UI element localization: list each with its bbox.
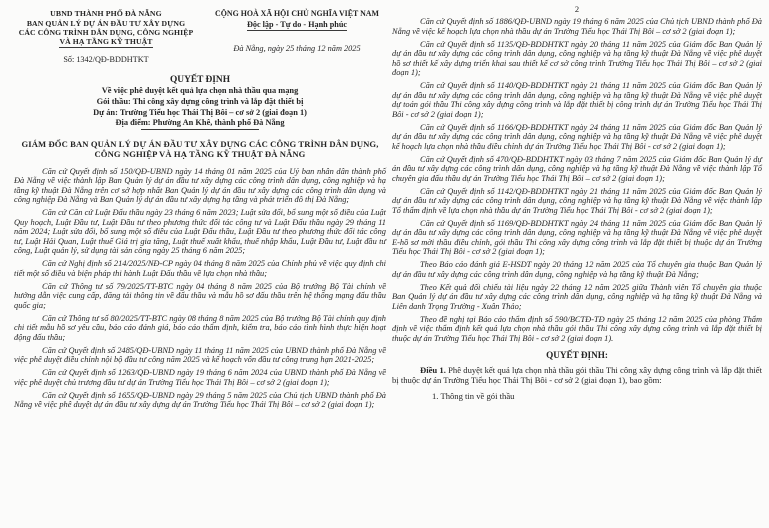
recital-paragraph: Căn cứ Quyết định số 150/QĐ-UBND ngày 14 tháng 01 năm 2025 của Uỷ ban nhân dân thành phố Đà Nẵng về việc thành lập Ban Quản lý dự án đầu tư xây dựng các công trình dân dụng, công nghiệp và hạ tầng kỹ thuật Đà Nẵng trên cơ sở hợp nhất Ban Quản lý dự án đầu tư xây dựng các công trình dân dụng và công nghiệp Đà Nẵng và Ban Quản lý dự án đầu tư xây dựng hạ tầng và phát triển đô thị Đà Nẵng;: [14, 166, 386, 205]
recital-paragraph: Căn cứ Quyết định số 2485/QĐ-UBND ngày 11 tháng 11 năm 2025 của UBND thành phố Đà Nẵng về việc phê duyệt điều chỉnh nội bộ đầu tư công năm 2025 và kế hoạch vốn đầu tư công trung hạn 2021-2025;: [14, 345, 386, 365]
agency-underline: VÀ HẠ TẦNG KỸ THUẬT: [59, 37, 152, 48]
agency-name-line3: [14, 37, 198, 48]
document-title: QUYẾT ĐỊNH: [170, 75, 230, 86]
recital-paragraph: Căn cứ Quyết định số 1886/QĐ-UBND ngày 19 tháng 6 năm 2025 của Chủ tịch UBND thành phố Đà Nẵng về việc kế hoạch lựa chọn nhà thầu dự án Trường Tiểu học Thái Thị Bôi – cơ sở 2 (giai đoạn 1);: [392, 17, 762, 36]
agency-name-line2: CÁC CÔNG TRÌNH DÂN DỤNG, CÔNG NGHIỆP: [18, 27, 194, 37]
authority-heading: GIÁM ĐỐC BAN QUẢN LÝ DỰ ÁN ĐẦU TƯ XÂY DỰNG CÁC CÔNG TRÌNH DÂN DỤNG, CÔNG NGHIỆP VÀ HẠ TẦNG KỸ THUẬT ĐÀ NẴNG: [21, 138, 379, 160]
recitals-right: [392, 17, 762, 343]
document-number: Số: 1342/QĐ-BDDHTKT: [63, 55, 149, 65]
title-subject: Về việc phê duyệt kết quả lựa chọn nhà thầu qua mạng: [101, 86, 299, 96]
recital-paragraph: Căn cứ Quyết định số 1263/QĐ-UBND ngày 19 tháng 6 năm 2024 của UBND thành phố Đà Nẵng về việc phê duyệt chủ trương đầu tư dự án Trường Tiểu học Thái Thị Bôi – cơ sở 2 (giai đoạn 1);: [14, 368, 386, 387]
recital-paragraph: Căn cứ Quyết định số 1135/QĐ-BDDHTKT ngày 20 tháng 11 năm 2025 của Giám đốc Ban Quản lý dự án đầu tư xây dựng các công trình dân dụng, công nghiệp và hạ tầng kỹ thuật Đà Nẵng về việc phê duyệt hồ sơ thiết kế xây dựng triển khai sau thiết kế cơ sở công trình Trường Tiểu học Thái Thị Bôi – cơ sở 2 (giai đoạn 1);: [392, 39, 762, 77]
article-1: [392, 365, 762, 385]
parent-agency: UBND THÀNH PHỐ ĐÀ NẴNG: [50, 9, 162, 18]
title-block: [14, 74, 386, 129]
recital-paragraph: Căn cứ Quyết định số 1169/QĐ-BDDHTKT ngày 24 tháng 11 năm 2025 của Giám đốc Ban Quản lý dự án đầu tư xây dựng các công trình dân dụng, công nghiệp và hạ tầng kỹ thuật Đà Nẵng về việc phê duyệt E-hồ sơ mời thầu điều chỉnh, gói thầu Thi công xây dựng công trình và lắp đặt thiết bị thuộc dự án Trường Tiểu học Thái Thị Bôi - cơ sở 2 (giai đoạn 1);: [392, 218, 762, 256]
decision-heading: QUYẾT ĐỊNH:: [546, 350, 608, 360]
recital-paragraph: Theo Kết quả đối chiếu tài liệu ngày 22 tháng 12 năm 2025 giữa Thành viên Tổ chuyên gia thuộc Ban Quản lý dự án đầu tư xây dựng các công trình dân dụng, công nghiệp và hạ tầng kỹ thuật Đà Nẵng và Liên danh Trọng Trường - Xuân Thảo;: [392, 282, 762, 311]
national-motto-line2: [208, 20, 386, 31]
article-1-item-1: 1. Thông tin về gói thầu: [432, 391, 515, 402]
article-1-label: Điều 1.: [420, 365, 446, 375]
page-1: [14, 0, 386, 413]
article-1-text: Phê duyệt kết quả lựa chọn nhà thầu gói thầu Thi công xây dựng công trình và lắp đặt thiết bị thuộc dự án Trường Tiểu học Thái Thị Bôi - cơ sở 2 (giai đoạn 1), bao gồm:: [392, 365, 763, 386]
recital-paragraph: Căn cứ Thông tư số 79/2025/TT-BTC ngày 04 tháng 8 năm 2025 của Bộ trưởng Bộ Tài chính về hướng dẫn việc cung cấp, đăng tải thông tin về đấu thầu và mẫu hồ sơ đấu thầu trên hệ thống mạng đấu thầu quốc gia;: [14, 281, 386, 310]
national-motto-line1: CỘNG HOÀ XÃ HỘI CHỦ NGHĨA VIỆT NAM: [215, 9, 379, 18]
issuing-agency-block: [14, 9, 198, 64]
title-underline: [141, 129, 259, 130]
agency-name-line1: BAN QUẢN LÝ DỰ ÁN ĐẦU TƯ XÂY DỰNG: [26, 18, 186, 28]
recital-paragraph: Căn cứ Quyết định số 1655/QĐ-UBND ngày 29 tháng 5 năm 2025 của Chủ tịch UBND thành phố Đà Nẵng về việc phê duyệt dự án đầu tư xây dựng dự án Trường Tiểu học Thái Thị Bôi – cơ sở 2 (giai đoạn 1);: [14, 390, 386, 410]
motto-underline: Độc lập - Tự do - Hạnh phúc: [246, 20, 348, 29]
place-and-date: Đà Nẵng, ngày 25 tháng 12 năm 2025: [233, 44, 361, 53]
title-package: Gói thầu: Thi công xây dựng công trình và lắp đặt thiết bị: [96, 96, 304, 106]
page-number: 2: [574, 4, 580, 14]
recital-paragraph: Căn cứ Căn cứ Luật Đấu thầu ngày 23 tháng 6 năm 2023; Luật sửa đổi, bổ sung một số điều của Luật Quy hoạch, Luật Đầu tư, Luật Đầu tư theo phương thức đối tác công tư và Luật Đấu thầu ngày 29 tháng 11 năm 2024; Luật sửa đổi, bổ sung một số điều của Luật Đấu thầu, Luật Đầu tư theo phương thức đối tác công tư, Luật Hải Quan, Luật thuế Giá trị gia tăng, Luật thuế xuất khẩu, thuế nhập khẩu, Luật Đầu tư, Luật đầu tư công, Luật quản lý, sử dụng tài sản công ngày 25 tháng 6 năm 2025;: [14, 208, 386, 256]
recital-paragraph: Căn cứ Thông tư số 80/2025/TT-BTC ngày 08 tháng 8 năm 2025 của Bộ trưởng Bộ Tài chính quy định chi tiết mẫu hồ sơ yêu cầu, báo cáo đánh giá, báo cáo thẩm định, kiểm tra, báo cáo tình hình thực hiện hoạt động đấu thầu;: [14, 313, 386, 342]
recital-paragraph: Căn cứ Nghị định số 214/2025/NĐ-CP ngày 04 tháng 8 năm 2025 của Chính phủ về việc quy định chi tiết một số điều và biện pháp thi hành Luật Đấu thầu về lựa chọn nhà thầu;: [14, 259, 386, 278]
recital-paragraph: Căn cứ Quyết định số 1140/QĐ-BDDHTKT ngày 21 tháng 11 năm 2025 của Giám đốc Ban Quản lý dự án đầu tư xây dựng các công trình dân dụng, công nghiệp và hạ tầng kỹ thuật Đà Nẵng về việc phê duyệt dự toán gói thầu Thi công xây dựng công trình và lắp đặt thiết bị công trình dự án Trường Tiểu học Thái Thị Bôi - cơ sở 2 (giai đoạn 1);: [392, 81, 762, 119]
page-2: [392, 0, 762, 401]
recital-paragraph: Theo Báo cáo đánh giá E-HSDT ngày 20 tháng 12 năm 2025 của Tổ chuyên gia thuộc Ban Quản lý dự án đầu tư xây dựng các công trình dân dụng, công nghiệp và hạ tầng kỹ thuật Đà Nẵng;: [392, 260, 762, 279]
document-header: [14, 9, 386, 64]
recital-paragraph: Căn cứ Quyết định số 470/QĐ-BDDHTKT ngày 03 tháng 7 năm 2025 của Giám đốc Ban Quản lý dự án đầu tư xây dựng các công trình dân dụng, công nghiệp và hạ tầng kỹ thuật Đà Nẵng về việc thành lập Tổ chuyên gia đấu thầu dự án Trường Tiểu học Thái Thị Bôi – cơ sở 2 (giai đoạn 1);: [392, 154, 762, 183]
title-location: Địa điểm: Phường An Khê, thành phố Đà Nẵng: [115, 118, 285, 128]
national-motto-block: [208, 9, 386, 64]
recital-paragraph: Căn cứ Quyết định số 1166/QĐ-BDDHTKT ngày 24 tháng 11 năm 2025 của Giám đốc Ban Quản lý dự án đầu tư xây dựng các công trình dân dụng, công nghiệp và hạ tầng kỹ thuật Đà Nẵng về việc phê duyệt kế hoạch lựa chọn nhà thầu điều chỉnh dự án Trường Tiểu học Thái Thị Bôi - cơ sở 2 (giai đoạn 1);: [392, 122, 762, 151]
recital-paragraph: Căn cứ Quyết định số 1142/QĐ-BDDHTKT ngày 21 tháng 11 năm 2025 của Giám đốc Ban Quản lý dự án đầu tư xây dựng các công trình dân dụng, công nghiệp và hạ tầng kỹ thuật Đà Nẵng về việc thành lập Tổ thẩm định về lựa chọn nhà thầu dự án Trường Tiểu học Thái Thị Bôi - cơ sở 2 (giai đoạn 1);: [392, 186, 762, 215]
title-project: Dự án: Trường Tiểu học Thái Thị Bôi – cơ sở 2 (giai đoạn 1): [93, 107, 307, 117]
recital-paragraph: Theo đề nghị tại Báo cáo thẩm định số 590/BCTĐ-TĐ ngày 25 tháng 12 năm 2025 của phòng Thẩm định về việc thẩm định kết quả lựa chọn nhà thầu gói thầu Thi công xây dựng công trình và lắp đặt thiết bị thuộc dự án Trường Tiểu học Thái Thị Bôi - cơ sở 2 (giai đoạn 1).: [392, 314, 762, 343]
recitals-left: [14, 167, 386, 410]
